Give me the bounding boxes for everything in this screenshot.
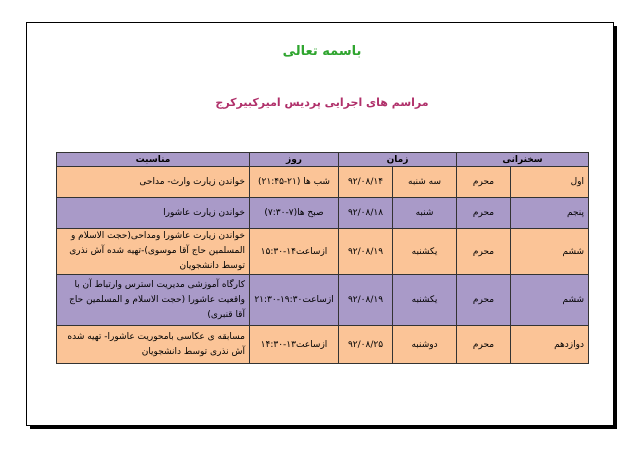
- table-row: [57, 229, 589, 275]
- header-day: روز: [250, 153, 339, 167]
- cell-date: ۹۲/۰۸/۱۹: [339, 229, 393, 275]
- schedule-table: [56, 152, 589, 364]
- cell-occasion: خواندن زیارت عاشورا: [57, 198, 250, 229]
- cell-date: ۹۲/۰۸/۱۴: [339, 167, 393, 198]
- page-title: باسمه تعالی: [282, 44, 362, 59]
- cell-month: محرم: [457, 198, 511, 229]
- cell-num: اول: [511, 167, 589, 198]
- cell-occasion: کارگاه آموزشی مدیریت استرس وارتباط آن با واقعیت عاشورا (حجت الاسلام و المسلمین حاج آقا قنبری): [57, 275, 250, 326]
- cell-num: دوازدهم: [511, 326, 589, 364]
- page-shadow: [614, 26, 617, 429]
- table-row: [57, 198, 589, 229]
- page-subtitle: مراسم های اجرایی پردیس امیرکبیرکرج: [215, 96, 429, 109]
- cell-weekday: سه شنبه: [393, 167, 457, 198]
- header-occasion: مناسبت: [57, 153, 250, 167]
- cell-weekday: شنبه: [393, 198, 457, 229]
- header-time: زمان: [339, 153, 457, 167]
- cell-num: ششم: [511, 275, 589, 326]
- cell-occasion: مسابقه ی عکاسی بامحوریت عاشورا- تهیه شده آش نذری توسط دانشجویان: [57, 326, 250, 364]
- cell-day: ازساعت۱۴-۱۵:۳۰: [250, 229, 339, 275]
- cell-weekday: دوشنبه: [393, 326, 457, 364]
- cell-month: محرم: [457, 229, 511, 275]
- cell-occasion: خواندن زیارت عاشورا ومداحی(حجت الاسلام و المسلمین حاج آقا موسوی)-تهیه شده آش نذری توسط دانشجویان: [57, 229, 250, 275]
- table-row: [57, 275, 589, 326]
- cell-num: پنجم: [511, 198, 589, 229]
- cell-occasion: خواندن زیارت وارث- مداحی: [57, 167, 250, 198]
- cell-day: ازساعت۱۹:۳۰-۲۱:۳۰: [250, 275, 339, 326]
- table-row: [57, 326, 589, 364]
- page-shadow: [30, 426, 617, 429]
- cell-date: ۹۲/۰۸/۱۸: [339, 198, 393, 229]
- cell-weekday: یکشنبه: [393, 229, 457, 275]
- cell-day: صبح ها(۷-۷:۳۰): [250, 198, 339, 229]
- cell-weekday: یکشنبه: [393, 275, 457, 326]
- cell-date: ۹۲/۰۸/۲۵: [339, 326, 393, 364]
- header-speech: سخنرانی: [457, 153, 589, 167]
- cell-month: محرم: [457, 167, 511, 198]
- cell-date: ۹۲/۰۸/۱۹: [339, 275, 393, 326]
- table-row: [57, 167, 589, 198]
- cell-day: ازساعت۱۳-۱۴:۳۰: [250, 326, 339, 364]
- table-header-row: [57, 153, 589, 167]
- cell-month: محرم: [457, 275, 511, 326]
- cell-month: محرم: [457, 326, 511, 364]
- cell-day: شب ها (۲۱-۲۱:۴۵): [250, 167, 339, 198]
- cell-num: ششم: [511, 229, 589, 275]
